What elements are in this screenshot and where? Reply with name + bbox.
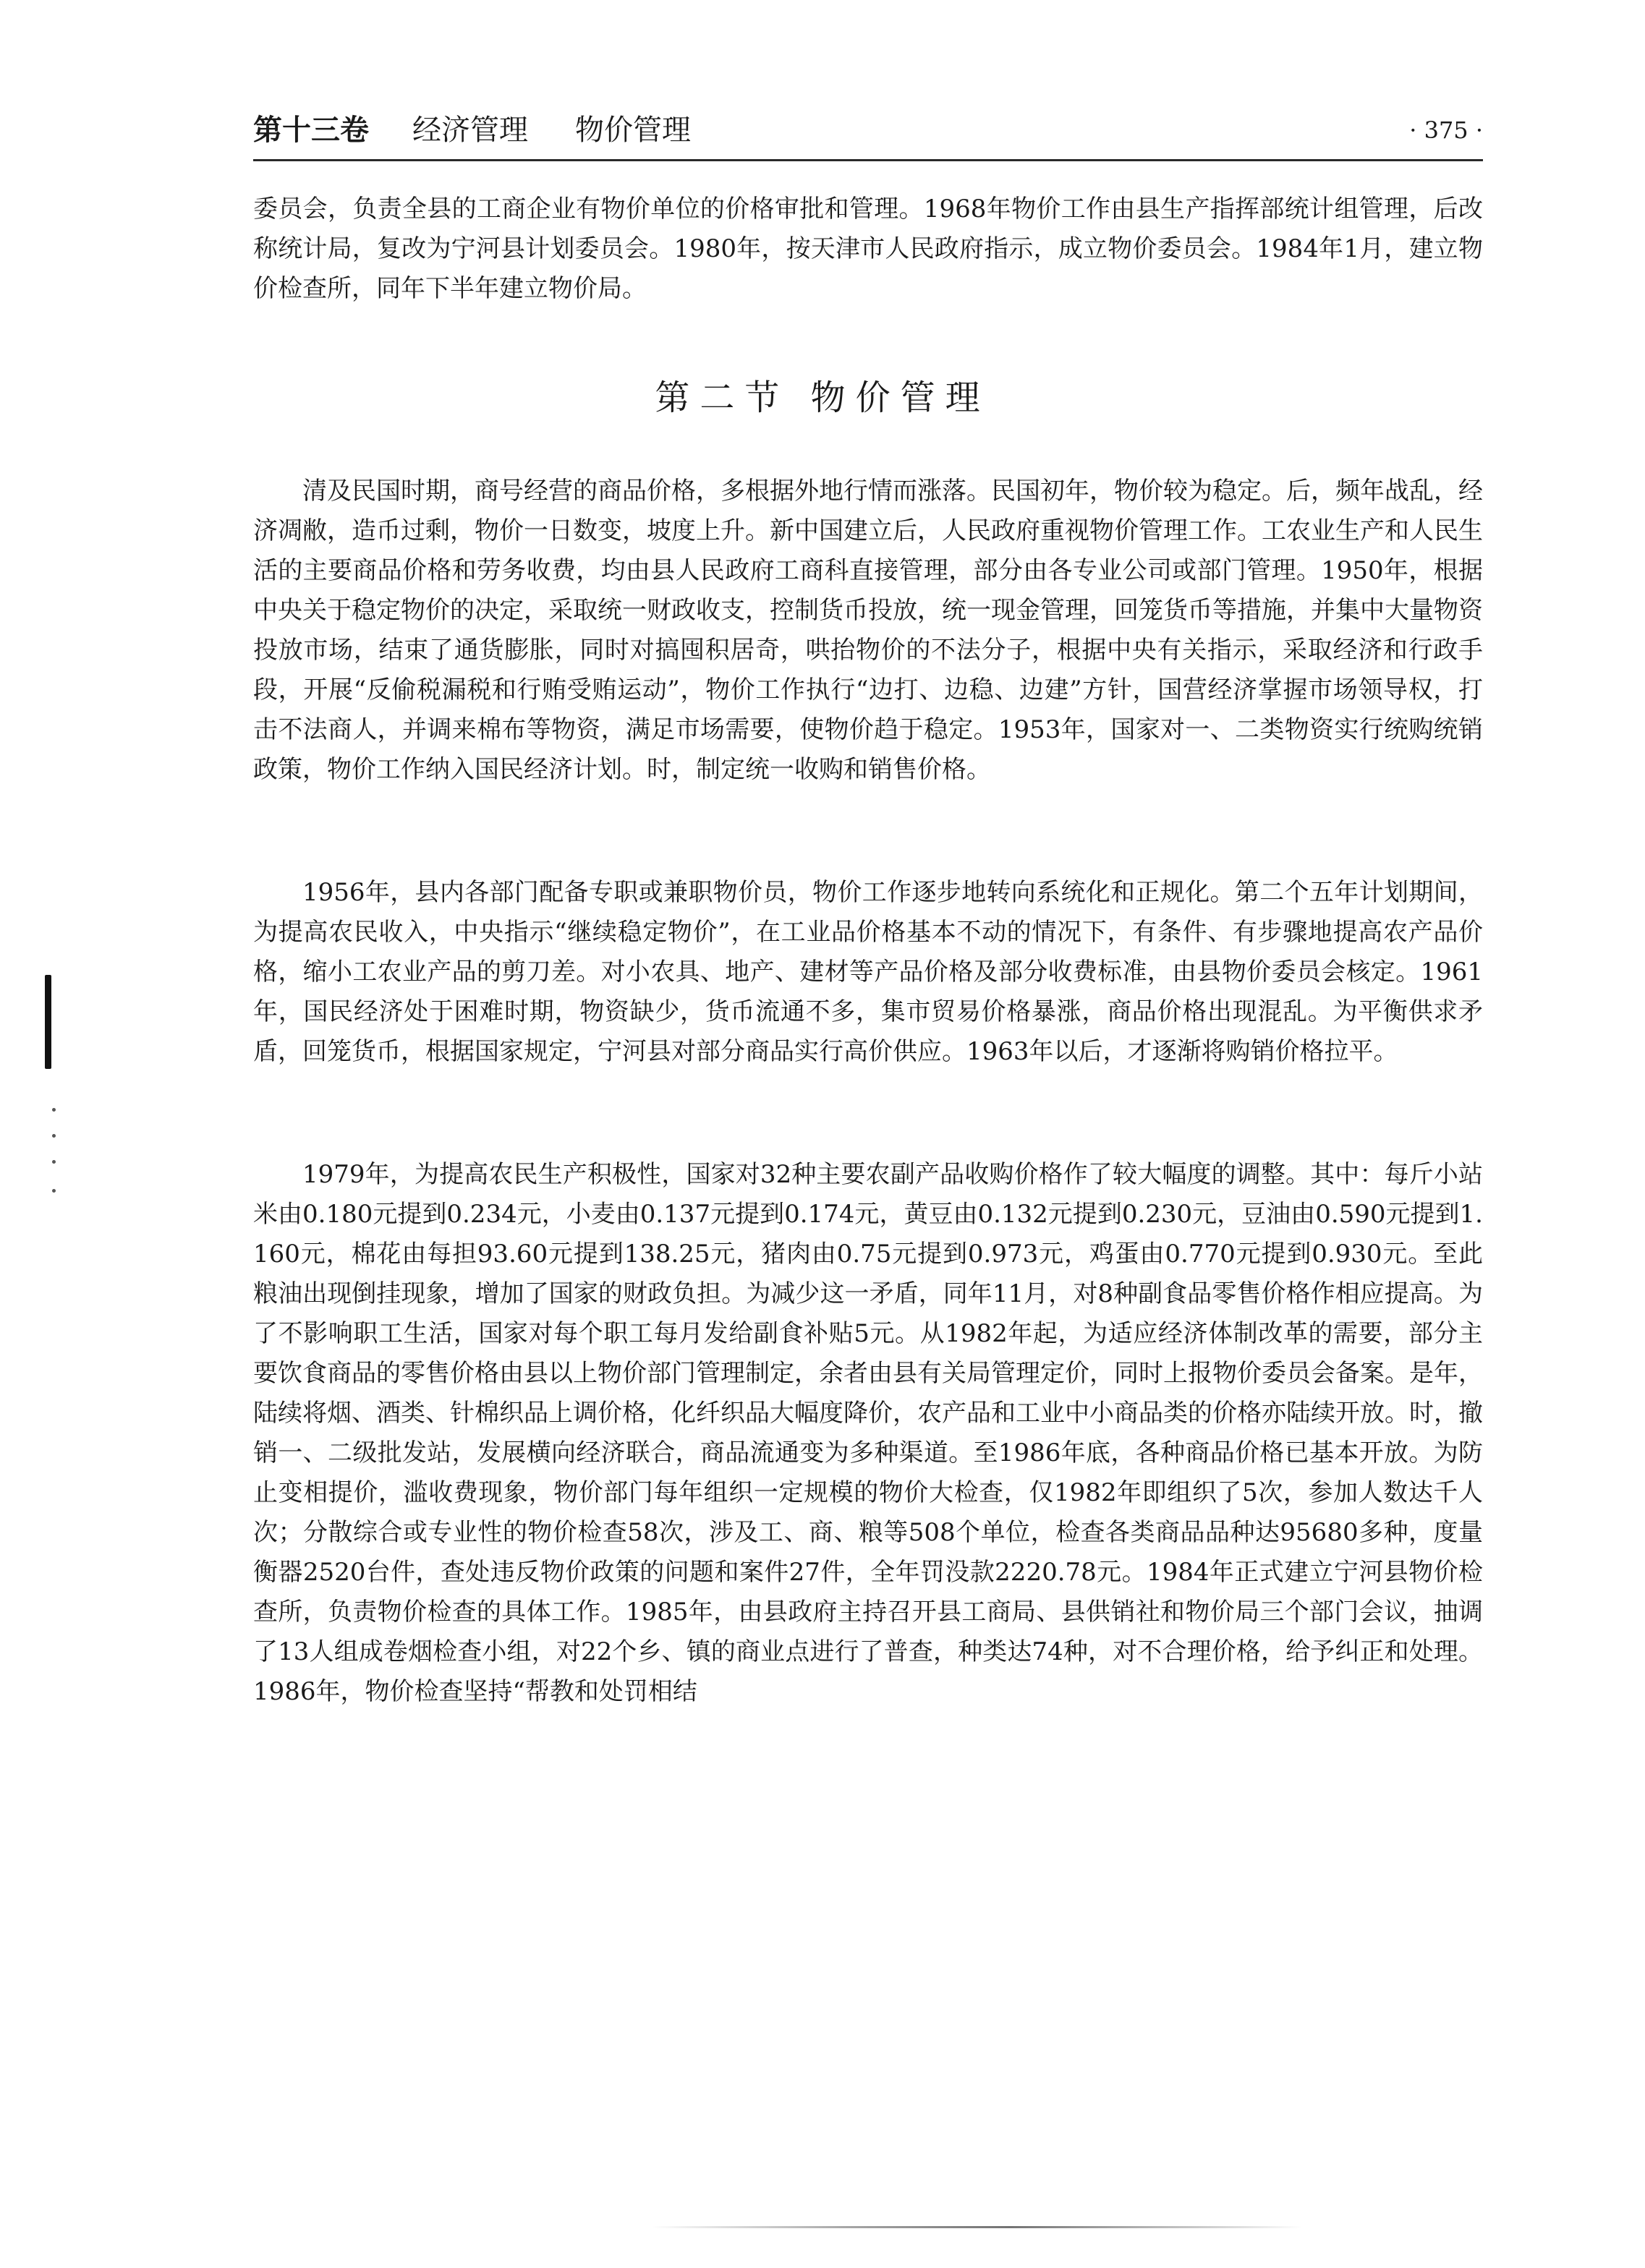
section-heading: 第二节 物价管理 <box>655 378 990 418</box>
paragraph: 清及民国时期，商号经营的商品价格，多根据外地行情而涨落。民国初年，物价较为稳定。后，频年战乱，经济凋敝，造币过剩，物价一日数变，坡度上升。新中国建立后，人民政府重视物价管理工作。工农业生产和人民生活的主要商品价格和劳务收费，均由县人民政府工商科直接管理，部分由各专业公司或部门管理。1950年，根据中央关于稳定物价的决定，采取统一财政收支，控制货币投放，统一现金管理，回笼货币等措施，并集中大量物资投放市场，结束了通货膨胀，同时对搞囤积居奇，哄抬物价的不法分子，根据中央有关指示，采取经济和行政手段，开展“反偷税漏税和行贿受贿运动”，物价工作执行“边打、边稳、边建”方针，国营经济掌握市场领导权，打击不法商人，并调来棉布等物资，满足市场需要，使物价趋于稳定。1953年，国家对一、二类物资实行统购统销政策，物价工作纳入国民经济计划。时，制定统一收购和销售价格。 <box>253 477 1483 784</box>
paragraph: 1956年，县内各部门配备专职或兼职物价员，物价工作逐步地转向系统化和正规化。第二个五年计划期间，为提高农民收入，中央指示“继续稳定物价”，在工业品价格基本不动的情况下，有条件、有步骤地提高农产品价格，缩小工农业产品的剪刀差。对小农具、地产、建材等产品价格及部分收费标准，由县物价委员会核定。1961年，国民经济处于困难时期，物资缺少，货币流通不多，集市贸易价格暴涨，商品价格出现混乱。为平衡供求矛盾，回笼货币，根据国家规定，宁河县对部分商品实行高价供应。1963年以后，才逐渐将购销价格拉平。 <box>253 878 1483 1066</box>
section-subtitle: 物价管理 <box>575 114 691 147</box>
margin-dot <box>52 1189 56 1193</box>
binding-mark <box>45 975 51 1069</box>
paragraph: 1979年，为提高农民生产积极性，国家对32种主要农副产品收购价格作了较大幅度的调整。其中：每斤小站米由0.180元提到0.234元，小麦由0.137元提到0.174元，黄豆由0.132元提到0.230元，豆油由0.590元提到1.160元，棉花由每担93.60元提到138.25元，猪肉由0.75元提到0.973元，鸡蛋由0.770元提到0.930元。至此粮油出现倒挂现象，增加了国家的财政负担。为减少这一矛盾，同年11月，对8种副食品零售价格作相应提高。为了不影响职工生活，国家对每个职工每月发给副食补贴5元。从1982年起，为适应经济体制改革的需要，部分主要饮食商品的零售价格由县以上物价部门管理制定，余者由县有关局管理定价，同时上报物价委员会备案。是年，陆续将烟、酒类、针棉织品上调价格，化纤织品大幅度降价，农产品和工业中小商品类的价格亦陆续开放。时，撤销一、二级批发站，发展横向经济联合，商品流通变为多种渠道。至1986年底，各种商品价格已基本开放。为防止变相提价，滥收费现象，物价部门每年组织一定规模的物价大检查，仅1982年即组织了5次，参加人数达千人次；分散综合或专业性的物价检查58次，涉及工、商、粮等508个单位，检查各类商品品种达95680多种，度量衡器2520台件，查处违反物价政策的问题和案件27件，全年罚没款2220.78元。1984年正式建立宁河县物价检查所，负责物价检查的具体工作。1985年，由县政府主持召开县工商局、县供销社和物价局三个部门会议，抽调了13人组成卷烟检查小组，对22个乡、镇的商业点进行了普查，种类达74种，对不合理价格，给予纠正和处理。1986年，物价检查坚持“帮教和处罚相结 <box>253 1160 1483 1706</box>
chapter-title: 经济管理 <box>412 114 528 147</box>
margin-dot <box>52 1134 56 1138</box>
scan-artifact-line <box>651 2226 1302 2228</box>
margin-dot <box>52 1160 56 1164</box>
margin-dot <box>52 1108 56 1112</box>
page-number: · 375 · <box>1409 116 1483 144</box>
margin-dots <box>52 1108 64 1209</box>
header-rule <box>253 159 1483 161</box>
paragraph-continued: 委员会，负责全县的工商企业有物价单位的价格审批和管理。1968年物价工作由县生产指挥部统计组管理，后改称统计局，复改为宁河县计划委员会。1980年，按天津市人民政府指示，成立物价委员会。1984年1月，建立物价检查所，同年下半年建立物价局。 <box>253 195 1483 303</box>
page-header <box>253 108 1483 152</box>
volume-title: 第十三卷 <box>253 114 369 147</box>
